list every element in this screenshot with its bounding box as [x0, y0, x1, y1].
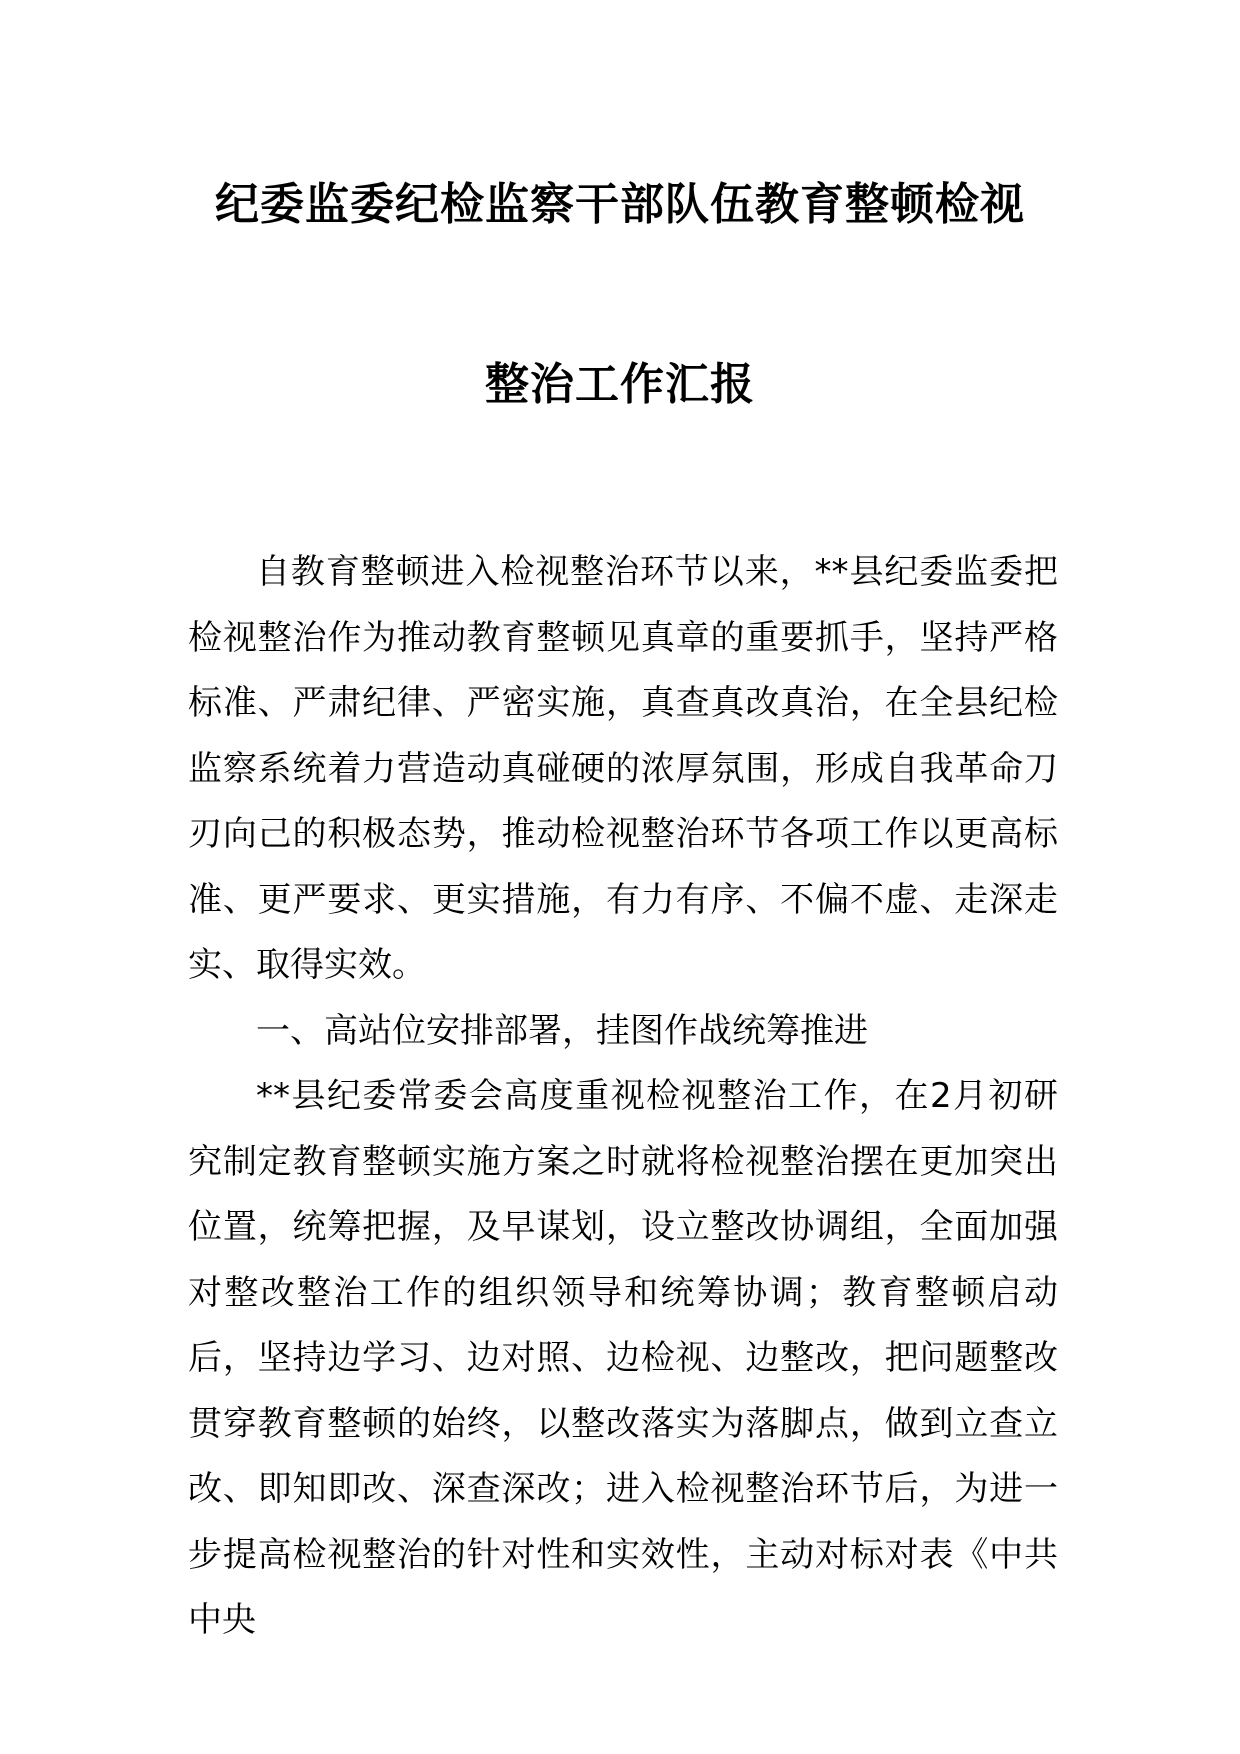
body-paragraph-intro: 自教育整顿进入检视整治环节以来，**县纪委监委把检视整治作为推动教育整顿见真章的重要抓手，坚持严格标准、严肃纪律、严密实施，真查真改真治，在全县纪检监察系统着力营造动真碰硬的浓厚氛围，形成自我革命刀刃向己的积极态势，推动检视整治环节各项工作以更高标准、更严要求、更实措施，有力有序、不偏不虚、走深走实、取得实效。: [188, 552, 1058, 985]
document-body: [188, 540, 1058, 1654]
document-title-line-2: 整治工作汇报: [485, 359, 755, 410]
section-heading-1: 一、高站位安排部署，挂图作战统筹推进: [256, 1010, 868, 1051]
body-paragraph-section-1: **县纪委常委会高度重视检视整治工作，在2月初研究制定教育整顿实施方案之时就将检视整治摆在更加突出位置，统筹把握，及早谋划，设立整改协调组，全面加强对整改整治工作的组织领导和统筹协调；教育整顿启动后，坚持边学习、边对照、边检视、边整改，把问题整改贯穿教育整顿的始终，以整改落实为落脚点，做到立查立改、即知即改、深查深改；进入检视整治环节后，为进一步提高检视整治的针对性和实效性，主动对标对表《中共中央: [188, 1076, 1058, 1640]
document-title-line-1: 纪委监委纪检监察干部队伍教育整顿检视: [215, 179, 1025, 230]
